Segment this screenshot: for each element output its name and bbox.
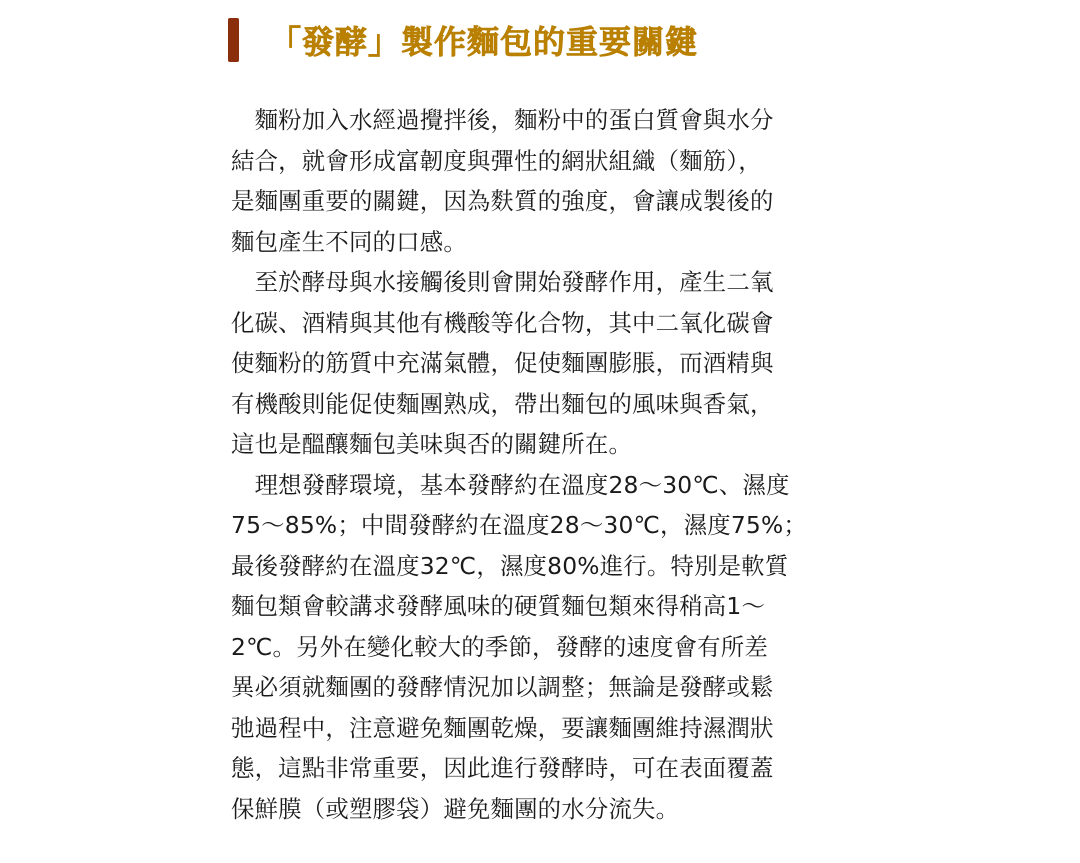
section-heading [228, 16, 698, 64]
paragraph-2-line-3: 使麵粉的筋質中充滿氣體，促使麵團膨脹，而酒精與 [231, 349, 774, 377]
heading-title: 「發酵」製作麵包的重要關鍵 [269, 23, 699, 61]
paragraph-2-line-4: 有機酸則能促使麵團熟成，帶出麵包的風味與香氣， [231, 389, 774, 418]
paragraph-3-line-4: 麵包類會較講求發酵風味的硬質麵包類來得稍高1～ [231, 592, 766, 620]
paragraph-3-line-7: 弛過程中，注意避免麵團乾燥，要讓麵團維持濕潤狀 [231, 713, 774, 742]
body-text [231, 100, 843, 829]
paragraph-3-line-8: 態，這點非常重要，因此進行發酵時，可在表面覆蓋 [231, 754, 774, 782]
paragraph-3-line-6: 異必須就麵團的發酵情況加以調整；無論是發酵或鬆 [231, 673, 774, 701]
paragraph-3-line-9: 保鮮膜（或塑膠袋）避免麵團的水分流失。 [231, 794, 680, 823]
paragraph-1-line-4: 麵包產生不同的口感。 [231, 227, 467, 256]
paragraph-1-line-1: 麵粉加入水經過攪拌後，麵粉中的蛋白質會與水分 [231, 106, 774, 134]
paragraph-3-line-2: 75～85%；中間發酵約在溫度28～30℃，濕度75%； [231, 511, 807, 539]
paragraph-1-line-2: 結合，就會形成富韌度與彈性的網狀組織（麵筋）， [231, 146, 762, 175]
paragraph-3-line-3: 最後發酵約在溫度32℃，濕度80%進行。特別是軟質 [231, 551, 789, 580]
paragraph-1-line-3: 是麵團重要的關鍵，因為麩質的強度，會讓成製後的 [231, 187, 774, 215]
paragraph-2-line-1: 至於酵母與水接觸後則會開始發酵作用，產生二氧 [231, 268, 774, 296]
heading-accent-bar [228, 18, 239, 62]
paragraph-2-line-2: 化碳、酒精與其他有機酸等化合物，其中二氧化碳會 [231, 308, 774, 337]
paragraph-3-line-5: 2℃。另外在變化較大的季節，發酵的速度會有所差 [231, 632, 768, 661]
paragraph-2-line-5: 這也是醞釀麵包美味與否的關鍵所在。 [231, 430, 633, 458]
paragraph-3-line-1: 理想發酵環境，基本發酵約在溫度28～30℃、濕度 [231, 470, 790, 499]
